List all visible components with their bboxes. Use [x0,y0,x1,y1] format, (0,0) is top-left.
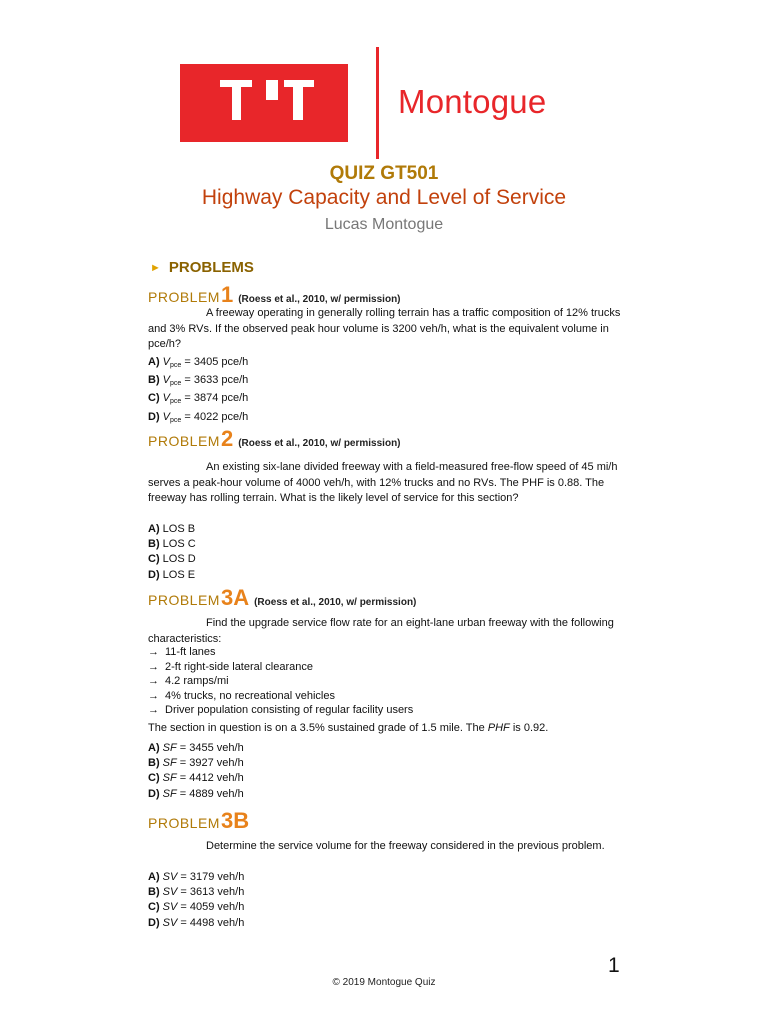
list-item: → 11-ft lanes [148,646,216,658]
problem-3b-options [148,870,244,931]
option-b: B) $V_{pce} = 3633$ pce/h [148,374,249,388]
option-c: C) SF = 4412 veh/h [148,772,244,785]
quiz-title: Highway Capacity and Level of Service [201,186,567,209]
quiz-author: Lucas Montogue [324,216,444,233]
arrow-right-icon: → [148,689,159,702]
problem-2-text: An existing six-lane divided freeway with a field-measured free-flow speed of 45 mi/h serves a peak-hour volume of 4000 veh/h, with 12% trucks and no RVs. The PHF is 0.88. The freeway has rolling terrain. What is the likely level of service for this section? [148,461,618,504]
option-a: A) $V_{pce} = 3405$ pce/h [148,356,249,369]
list-item: → 4% trucks, no recreational vehicles [148,689,335,702]
problem-3a-options [148,741,244,802]
problem-2-heading [148,428,401,450]
list-item: → 2-ft right-side lateral clearance [148,660,313,673]
problem-3a-characteristics [148,645,413,718]
problem-number: 3B [220,808,250,833]
option-a: A) SV = 3179 veh/h [148,871,245,883]
list-item: → 4.2 ramps/mi [148,675,229,688]
problem-2-options [148,522,196,583]
option-d: D) SV = 4498 veh/h [148,916,245,929]
logo-mark-icon [180,64,348,142]
problem-number: 3A [220,585,250,610]
problem-3b-text: Determine the service volume for the freeway considered in the previous problem. [206,840,605,852]
problem-3a-text: Find the upgrade service flow rate for an eight-lane urban freeway with the following characteristics: [148,617,614,645]
problem-source: (Roess et al., 2010, w/ permission) [238,294,401,305]
logo-divider [376,47,379,159]
page-number: 1 [608,954,620,977]
option-c: C) LOS D [148,553,196,566]
option-b: B) LOS C [148,538,196,551]
problem-3a-heading [148,587,416,609]
problem-source: (Roess et al., 2010, w/ permission) [254,597,417,608]
option-b: B) SF = 3927 veh/h [148,757,244,770]
problem-label: PROBLEM [148,815,220,831]
problem-label: PROBLEM [148,433,220,449]
problem-3a-grade-note: The section in question is on a 3.5% sustained grade of 1.5 mile. The PHF is 0.92. [148,722,549,734]
option-c: C) $V_{pce} = 3874$ pce/h [148,392,249,406]
triangle-right-icon: ► [150,262,161,274]
problem-label: PROBLEM [148,289,220,305]
problem-source: (Roess et al., 2010, w/ permission) [238,438,401,449]
arrow-right-icon: → [148,646,159,658]
footer-copyright: © 2019 Montogue Quiz [332,977,436,988]
arrow-right-icon: → [148,660,159,673]
list-item: → Driver population consisting of regular facility users [148,704,414,717]
option-d: D) $V_{pce} = 4022$ pce/h [148,410,249,424]
problem-1-heading [148,284,401,306]
option-a: A) LOS B [148,523,196,535]
problem-label: PROBLEM [148,592,220,608]
arrow-right-icon: → [148,675,159,688]
problem-1-options [148,355,248,428]
arrow-right-icon: → [148,704,159,717]
quiz-code: QUIZ GT501 [329,163,439,184]
problem-number: 1 [220,282,234,307]
option-d: D) LOS E [148,568,196,581]
section-title: PROBLEMS [168,259,254,276]
logo-wordmark: Montogue [398,83,547,120]
option-c: C) SV = 4059 veh/h [148,901,245,914]
problem-1-text: A freeway operating in generally rolling terrain has a traffic composition of 12% trucks and 3% RVs. If the observed peak hour volume is 3200 veh/h, what is the equivalent volume in pce/h? [148,307,621,350]
option-d: D) SF = 4889 veh/h [148,787,244,800]
section-heading [150,259,254,276]
option-b: B) SV = 3613 veh/h [148,886,245,899]
problem-3b-heading [148,810,249,832]
problem-number: 2 [220,426,234,451]
option-a: A) SF = 3455 veh/h [148,742,244,754]
